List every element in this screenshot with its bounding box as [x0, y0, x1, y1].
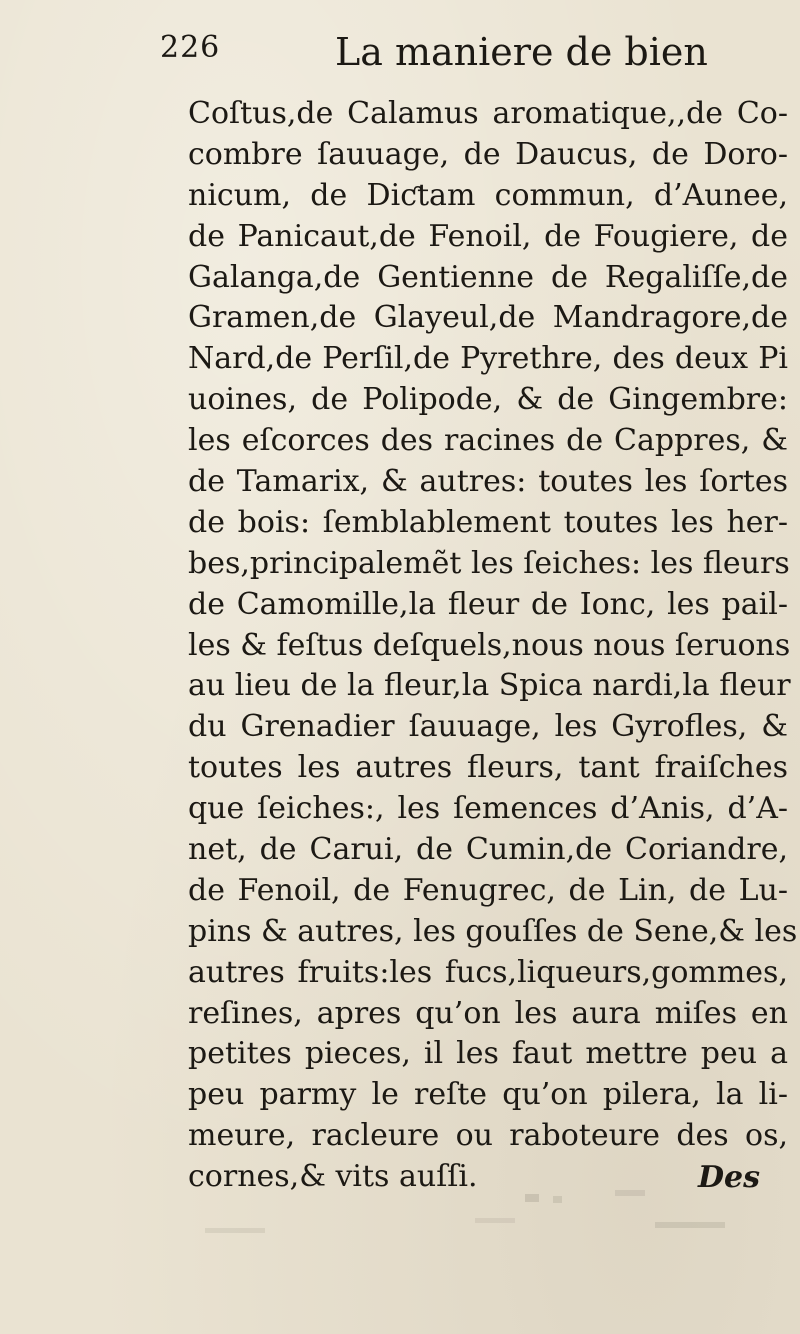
text-line: reſines, apres qu’on les aura miſes en	[188, 995, 788, 1031]
running-head: La maniere de bien	[335, 30, 708, 74]
body-text	[188, 94, 798, 1198]
text-line: combre ſauuage, de Daucus, de Doro-	[188, 136, 788, 172]
catchword: Des	[698, 1160, 760, 1195]
text-line: toutes les autres fleurs, tant fraiſches	[188, 750, 788, 786]
text-line: de bois: ſemblablement toutes les her-	[188, 504, 788, 540]
text-line: Galanga,de Gentienne de Regaliſſe,de	[188, 259, 788, 295]
text-line: peu parmy le reſte qu’on pilera, la li-	[188, 1077, 788, 1113]
text-line: pins & autres, les gouſſes de Sene,& les	[188, 913, 798, 949]
text-line: les eſcorces des racines de Cappres, &	[188, 423, 788, 459]
text-line: nicum, de Diƈtam commun, d’Aunee,	[188, 177, 788, 213]
page-number: 226	[160, 30, 221, 65]
text-line: de Fenoil, de Fenugrec, de Lin, de Lu-	[188, 872, 788, 908]
text-line: cornes,& vits auſſi.	[188, 1159, 478, 1195]
text-line: bes,principalemẽt les ſeiches: les fleurs	[188, 545, 790, 581]
text-line: uoines, de Polipode, & de Gingembre:	[188, 382, 788, 418]
page-header	[150, 30, 708, 84]
text-line: Coſtus,de Calamus aromatique,,de Co-	[188, 96, 788, 131]
text-line: du Grenadier ſauuage, les Gyrofles, &	[188, 709, 788, 745]
text-line: au lieu de la fleur,la Spica nardi,la fleur	[188, 668, 791, 704]
text-line: Gramen,de Glayeul,de Mandragore,de	[188, 300, 788, 336]
show-through-texture	[195, 1188, 755, 1308]
text-line: meure, racleure ou raboteure des os,	[188, 1118, 788, 1154]
text-line: les & feſtus deſquels,nous nous ſeruons	[188, 627, 791, 663]
text-line: autres fruits:les fucs,liqueurs,gommes,	[188, 954, 788, 990]
text-line: Nard,de Perſil,de Pyrethre, des deux Pi	[188, 341, 788, 377]
text-line: net, de Carui, de Cumin,de Coriandre,	[188, 832, 788, 868]
text-line: que ſeiches:, les ſemences d’Anis, d’A-	[188, 791, 788, 827]
text-line: de Panicaut,de Fenoil, de Fougiere, de	[188, 218, 788, 254]
text-line: de Tamarix, & autres: toutes les ſortes	[188, 464, 788, 500]
text-line: de Camomille,la fleur de Ionc, les pail-	[188, 586, 788, 622]
text-line: petites pieces, il les faut mettre peu a	[188, 1036, 788, 1072]
